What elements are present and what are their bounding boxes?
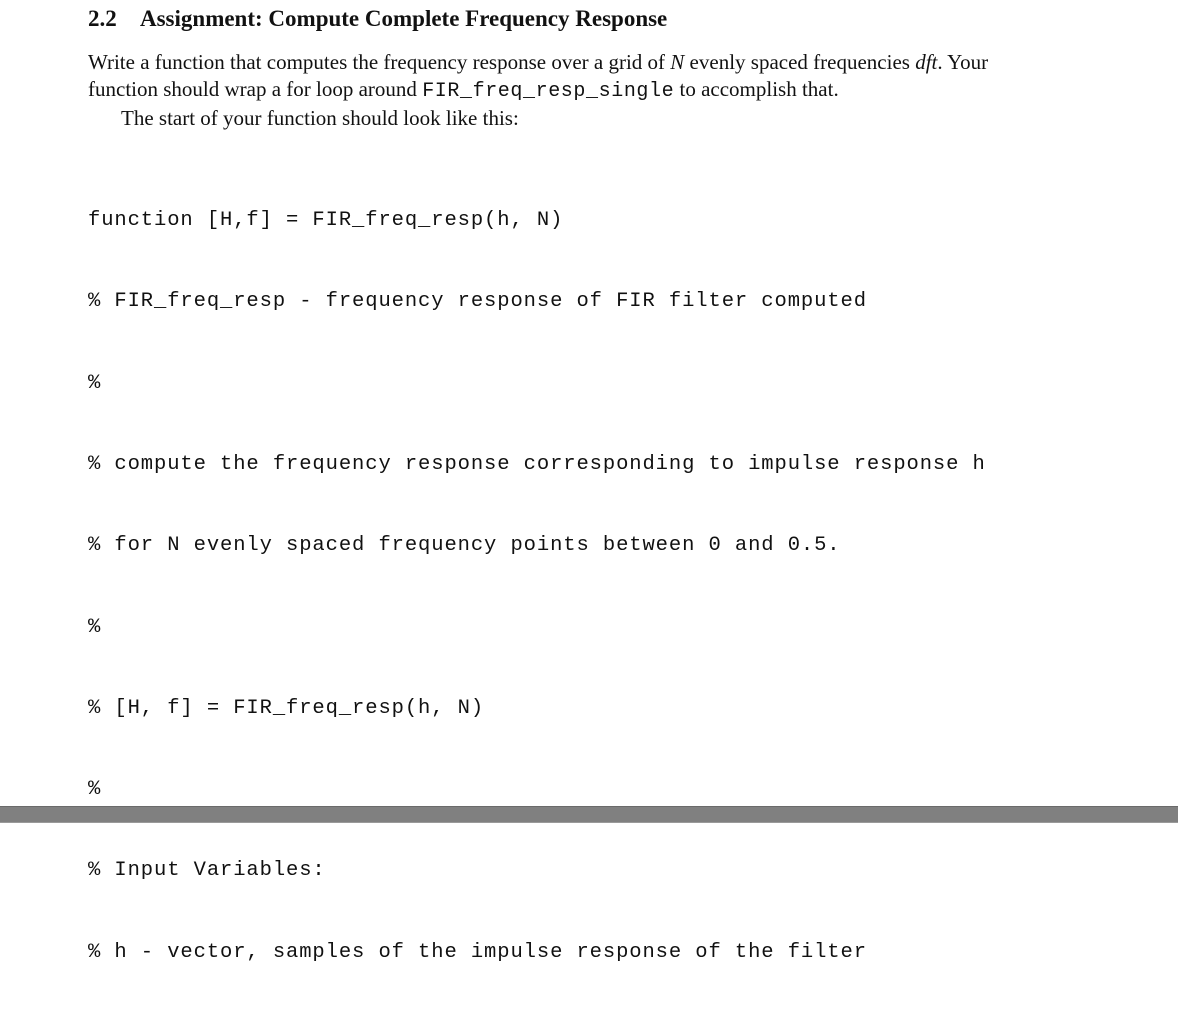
assignment-paragraph: [88, 49, 1078, 132]
paragraph-text: to accomplish that.: [674, 77, 839, 101]
code-block-initialization: [88, 964, 339, 1012]
section-number: 2.2: [88, 6, 117, 31]
paragraph-line-2: [88, 76, 1078, 105]
page-break-divider: [0, 806, 1178, 823]
section-title: Assignment: Compute Complete Frequency Response: [140, 6, 668, 31]
section-heading: [88, 6, 667, 32]
code-line: % FIR_freq_resp - frequency response of FIR filter computed: [88, 290, 867, 314]
math-variable-dft: dft: [915, 50, 938, 74]
paragraph-line-1: [88, 49, 1078, 76]
inline-code-function-name: FIR_freq_resp_single: [422, 80, 675, 103]
paragraph-text: function should wrap a for loop around: [88, 77, 423, 101]
code-line: % for N evenly spaced frequency points between 0 and 0.5.: [88, 534, 841, 558]
code-line: % Input Variables:: [88, 859, 326, 883]
math-variable-n: N: [670, 50, 685, 74]
code-line: function [H,f] = FIR_freq_resp(h, N): [88, 209, 564, 233]
paragraph-line-3: The start of your function should look like this:: [121, 106, 519, 130]
paragraph-text: Write a function that computes the frequency response over a grid of: [88, 50, 671, 74]
code-line: % h - vector, samples of the impulse response of the filter: [88, 940, 867, 964]
code-line: % compute the frequency response corresponding to impulse response h: [88, 453, 986, 477]
paragraph-text: evenly spaced frequencies: [684, 50, 916, 74]
paragraph-text: . Your: [937, 50, 989, 74]
code-block-function-header: [88, 153, 999, 1012]
code-line: %: [88, 371, 102, 395]
code-line: % [H, f] = FIR_freq_resp(h, N): [88, 696, 485, 720]
code-line: %: [88, 778, 102, 802]
code-line: %: [88, 615, 102, 639]
